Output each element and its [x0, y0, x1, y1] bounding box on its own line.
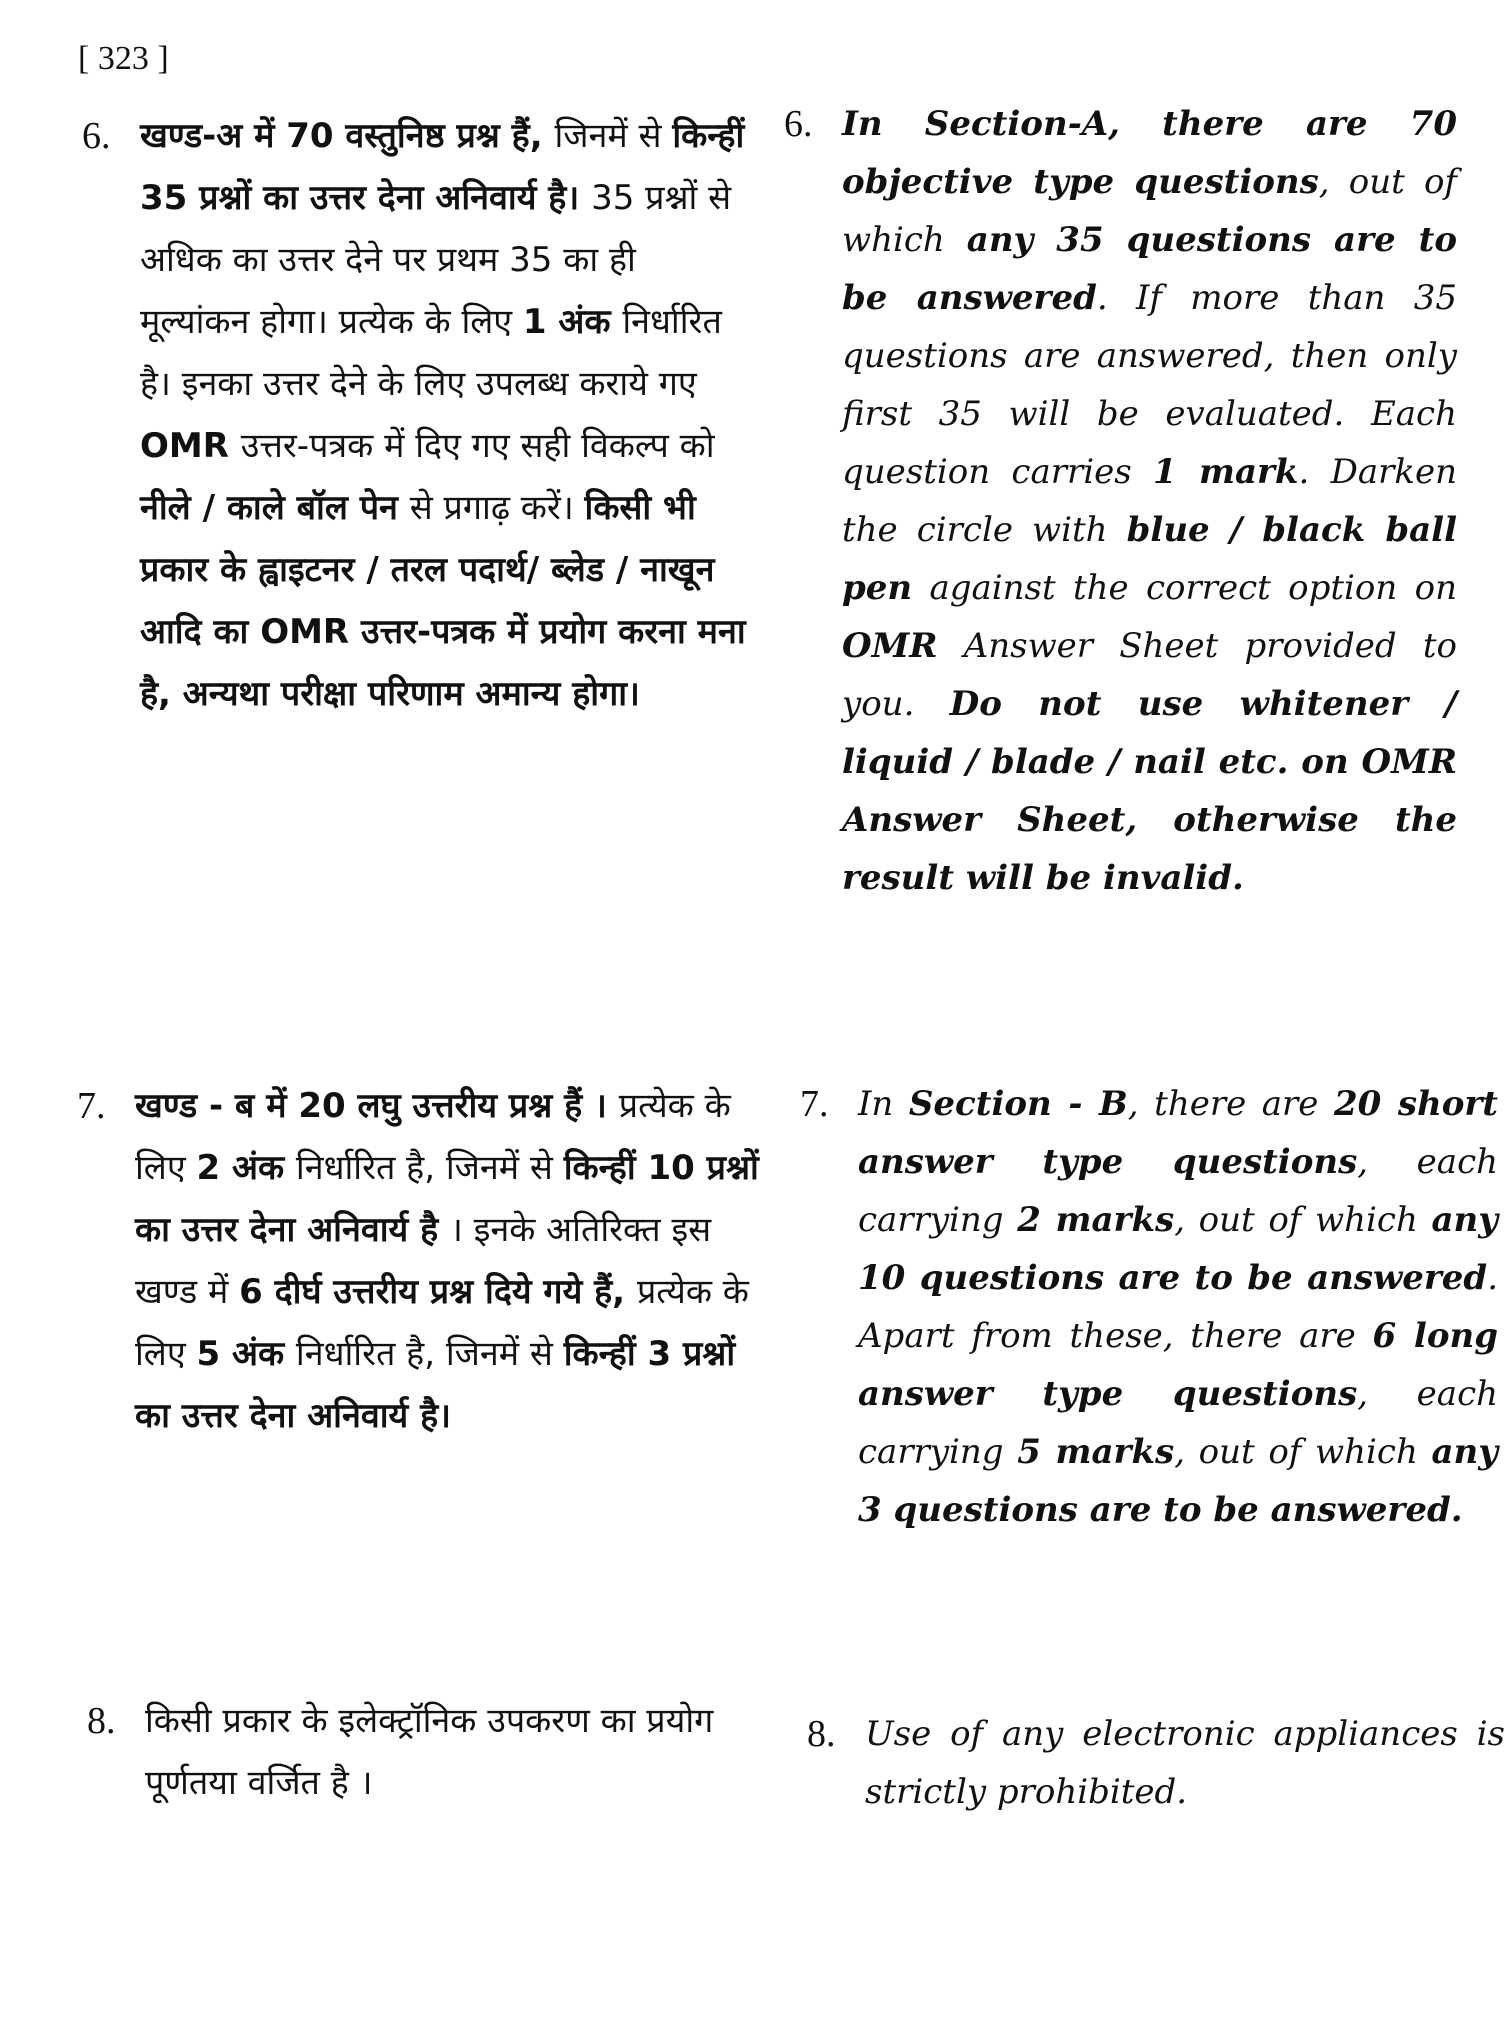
bold-text-run: OMR [842, 626, 938, 666]
instruction-6-hindi [82, 105, 755, 725]
text-run: प्रत्येक के लिए [135, 1272, 749, 1374]
instruction-6-english [784, 95, 1457, 907]
text-run: against the correct option on [912, 568, 1457, 608]
bold-text-run: 20 short answer type questions [858, 1084, 1499, 1182]
instruction-text [858, 1084, 1498, 1530]
instruction-text [842, 104, 1457, 898]
bold-text-run: 2 marks [1017, 1200, 1175, 1240]
instruction-number: 6. [784, 103, 813, 145]
bold-text-run: किसी भी प्रकार के ह्वाइटनर / तरल पदार्थ/ ब्लेड / नाखून आदि का OMR उत्तर-पत्रक में प्रयोग करना मना है, अन्यथा परीक्षा परिणाम अमान्य होगा। [140, 488, 746, 714]
text-run: , out of which [842, 162, 1457, 260]
bold-text-run: 5 marks [1017, 1432, 1175, 1472]
text-run: जिनमें से [554, 116, 673, 156]
text-run: , out of which [1174, 1432, 1432, 1472]
text-run: . If more than 35 questions are answered, then only first 35 will be evaluated. Each question carries [842, 278, 1457, 492]
instruction-text [140, 116, 746, 714]
bold-text-run: any 3 questions are to be answered. [858, 1432, 1499, 1530]
bold-text-run: any 10 questions are to be answered [858, 1200, 1499, 1298]
bold-text-run: 1 mark [1153, 452, 1299, 492]
bold-text-run: किन्हीं 3 प्रश्नों का उत्तर देना अनिवार्य है। [135, 1334, 736, 1436]
bold-text-run: किन्हीं 10 प्रश्नों का उत्तर देना अनिवार्य है [135, 1148, 759, 1250]
bold-text-run: any 35 questions are to be answered [842, 220, 1457, 318]
bold-text-run: खण्ड-अ में 70 वस्तुनिष्ठ प्रश्न हैं, [140, 116, 555, 156]
text-run: से प्रगाढ़ करें। [409, 488, 585, 528]
text-run: In [858, 1084, 909, 1124]
instruction-number: 6. [82, 115, 111, 157]
bold-text-run: 2 अंक [196, 1148, 296, 1188]
page-number: [ 323 ] [78, 40, 169, 77]
bold-text-run: 6 long answer type questions [858, 1316, 1498, 1414]
bold-text-run: blue / black ball pen [842, 510, 1457, 608]
instruction-number: 7. [77, 1085, 106, 1127]
text-run: . Apart from these, there are [858, 1258, 1498, 1356]
bold-text-run: नीले / काले बॉल पेन [140, 488, 410, 528]
bold-text-run: OMR [140, 426, 241, 466]
instruction-7-hindi [77, 1075, 765, 1447]
text-run: Use of any electronic appliances is strictly prohibited. [865, 1714, 1505, 1812]
instruction-text [865, 1714, 1505, 1812]
bold-text-run: खण्ड - ब में 20 लघु उत्तरीय प्रश्न हैं । [135, 1086, 619, 1126]
instruction-text [135, 1086, 759, 1436]
instruction-number: 7. [800, 1083, 829, 1125]
text-run: । इनके अतिरिक्त इस खण्ड में [135, 1210, 712, 1312]
text-run: निर्धारित है, जिनमें से [295, 1148, 564, 1188]
instruction-text [145, 1701, 713, 1803]
instruction-7-english [800, 1075, 1499, 1539]
text-run: , each carrying [858, 1374, 1499, 1472]
bold-text-run: In Section-A, there are 70 objective type questions [842, 104, 1457, 202]
instruction-number: 8. [87, 1700, 116, 1742]
bold-text-run: किन्हीं 35 प्रश्नों का उत्तर देना अनिवार्य है। [140, 116, 745, 218]
instruction-8-hindi [87, 1690, 770, 1814]
text-run: प्रत्येक के लिए [135, 1086, 731, 1188]
text-run: 35 प्रश्नों से अधिक का उत्तर देने पर प्रथम 35 का ही मूल्यांकन होगा। प्रत्येक के लिए [140, 178, 732, 342]
text-run: . Darken the circle with [842, 452, 1457, 550]
text-run: निर्धारित है। इनका उत्तर देने के लिए उपलब्ध कराये गए [140, 302, 722, 404]
text-run: उत्तर-पत्रक में दिए गए सही विकल्प को [240, 426, 715, 466]
text-run: Answer Sheet provided to you. [842, 626, 1457, 724]
text-run: , each carrying [858, 1142, 1499, 1240]
bold-text-run: Section - B [908, 1084, 1128, 1124]
instruction-8-english [807, 1705, 1505, 1821]
text-run: , there are [1127, 1084, 1334, 1124]
bold-text-run: 5 अंक [196, 1334, 296, 1374]
text-run: , out of which [1174, 1200, 1432, 1240]
instruction-number: 8. [807, 1713, 836, 1755]
bold-text-run: Do not use whitener / liquid / blade / nail etc. on OMR Answer Sheet, otherwise the result will be invalid. [842, 684, 1457, 898]
text-run: निर्धारित है, जिनमें से [295, 1334, 564, 1374]
bold-text-run: 1 अंक [522, 302, 623, 342]
bold-text-run: 6 दीर्घ उत्तरीय प्रश्न दिये गये हैं, [239, 1272, 637, 1312]
text-run: किसी प्रकार के इलेक्ट्रॉनिक उपकरण का प्रयोग पूर्णतया वर्जित है । [145, 1701, 714, 1803]
